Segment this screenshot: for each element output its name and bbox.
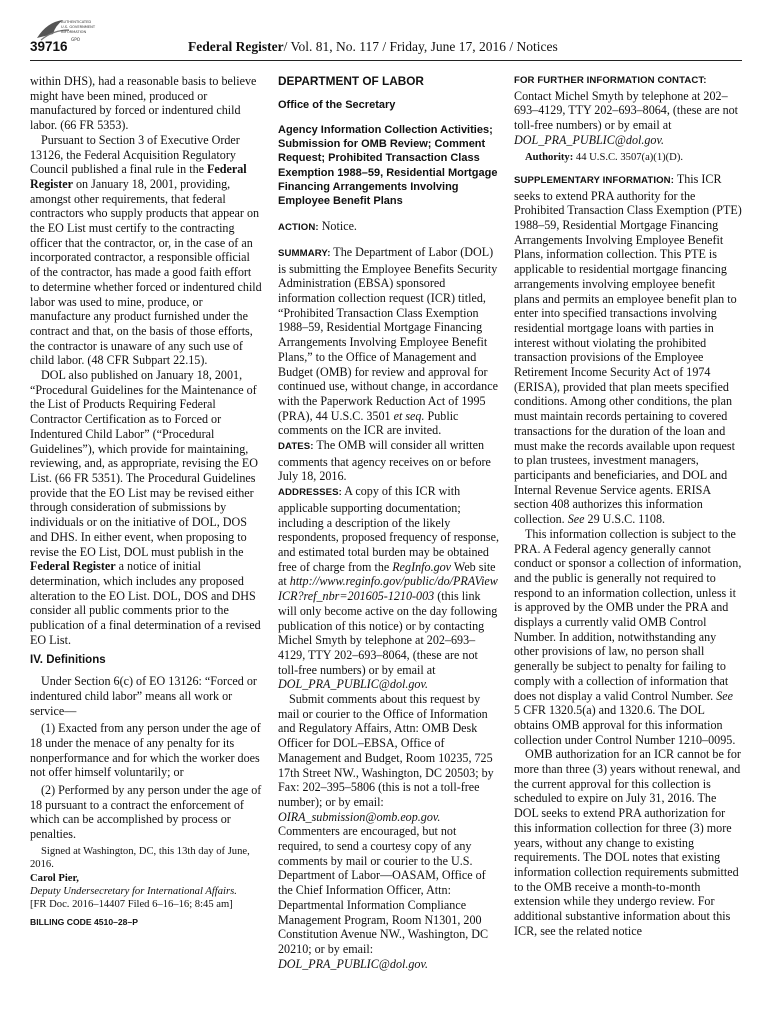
- addresses-paragraph: ADDRESSES: A copy of this ICR with applicable supporting documentation; including a description of the likely respondents, proposed frequency of response, and estimated total burden may be obtained free of charge from the RegInfo.gov Web site at http://www.reginfo.gov/public/do/PRAViewICR?ref_nbr=201605-1210-003 (this link will only become active on the day following publication of this notice) or by contacting Michel Smyth by telephone at 202–693–4129, TTY 202–693–8064, (these are not toll-free numbers) or by email at DOL_PRA_PUBLIC@dol.gov.: [278, 484, 499, 692]
- submit-paragraph: Submit comments about this request by mail or courier to the Office of Information and Regulatory Affairs, Attn: OMB Desk Officer for DOL–EBSA, Office of Management and Budget, Room 10235, 725 17th Street NW., Washington, DC 20503; by Fax: 202–395–5806 (this is not a toll-free number); or by email: OIRA_submission@omb.eop.gov. Commenters are encouraged, but not required, to send a courtesy copy of any comments by mail or courier to the U.S. Department of Labor—OASAM, Office of the Chief Information Officer, Attn: Departmental Information Compliance Management Program, Room N1301, 200 Constitution Avenue NW., Washington, DC 20210; or by email: DOL_PRA_PUBLIC@dol.gov.: [278, 692, 494, 971]
- header-rule: [30, 60, 742, 61]
- issue-info: / Vol. 81, No. 117 / Friday, June 17, 2016 / Notices: [283, 39, 558, 54]
- contact-paragraph: Contact Michel Smyth by telephone at 202–693–4129, TTY 202–693–8064, (these are not toll-free numbers) or by email at DOL_PRA_PUBLIC@dol.gov.: [514, 88, 739, 147]
- column-1: [30, 74, 262, 930]
- billing-code: BILLING CODE 4510–28–P: [30, 916, 138, 927]
- contact-label: FOR FURTHER INFORMATION CONTACT:: [514, 75, 707, 86]
- reginfo-link[interactable]: http://www.reginfo.gov/public/do/PRAViewICR?ref_nbr=201605-1210-003: [278, 574, 498, 604]
- summary-paragraph: SUMMARY: The Department of Labor (DOL) is submitting the Employee Benefits Security Administration (EBSA) sponsored information collection request (ICR) titled, “Prohibited Transaction Class Exemption 1988–59, Residential Mortgage Financing Arrangements Involving Employee Benefit Plans,” to the Office of Management and Budget (OMB) for review and approval for continued use, without change, in accordance with the Paperwork Reduction Act of 1995 (PRA), 44 U.S.C. 3501 et seq. Public comments on the ICR are invited.: [278, 244, 498, 438]
- dates-paragraph: DATES: The OMB will consider all written comments that agency receives on or before July 18, 2016.: [278, 438, 491, 484]
- svg-text:GPO: GPO: [71, 37, 81, 42]
- agency-heading: DEPARTMENT OF LABOR: [278, 74, 424, 88]
- email-link[interactable]: DOL_PRA_PUBLIC@dol.gov.: [278, 956, 428, 971]
- svg-text:AUTHENTICATED: AUTHENTICATED: [61, 20, 92, 24]
- signed-line: Signed at Washington, DC, this 13th day of June, 2016.: [30, 845, 250, 871]
- supplementary-paragraph: SUPPLEMENTARY INFORMATION: This ICR seeks to extend PRA authority for the Prohibited Transaction Class Exemption (PTE) 1988–59, Residential Mortgage Financing Arrangements Involving Employee Benefit Plans, information collection. This PTE is applicable to residential mortgage financing arrangements involving employee benefit plans and permits an employee benefit plan to enter into specified transactions involving residential mortgage loans with parties in interest without violating the prohibited transaction provisions of the Employee Retirement Income Security Act of 1974 (ERISA), provided that plan meets specified conditions. Among other conditions, the plan must maintain records pertaining to covered transactions for the duration of the loan and must make the records available upon request to plan trustees, investment managers, participants and beneficiaries, and DOL and Internal Revenue Service agents. ERISA section 408 authorizes this information collection. See 29 U.S.C. 1108.: [514, 171, 742, 527]
- svg-text:INFORMATION: INFORMATION: [61, 30, 87, 34]
- email-link[interactable]: DOL_PRA_PUBLIC@dol.gov.: [514, 132, 664, 147]
- paragraph: Pursuant to Section 3 of Executive Order 13126, the Federal Acquisition Regulatory Council published a final rule in the Federal Register on January 18, 2001, providing, amongst other requirements, that federal contractors who supply products that appear on the EO List must certify to the contracting officer that the contractor, or, in the case of an incorporated contractor, a responsible official of the contractor, has made a good faith effort to determine whether forced or indentured child labor was used to mine, produce, or manufacture any product furnished under the contract and that, on the basis of those efforts, the contractor is unaware of any such use of child labor. (48 CFR Subpart 22.15).: [30, 132, 262, 368]
- fr-doc-line: [FR Doc. 2016–14407 Filed 6–16–16; 8:45 am]: [30, 899, 233, 911]
- column-2: [278, 74, 500, 971]
- authority-line: Authority: 44 U.S.C. 3507(a)(1)(D).: [525, 151, 684, 163]
- paragraph: OMB authorization for an ICR cannot be for more than three (3) years without renewal, and the current approval for this collection is scheduled to expire on July 31, 2016. The DOL seeks to extend PRA authorization for this information collection for three (3) more years, without any change to existing requirements. The DOL notes that existing information collection requirements submitted to the OMB receive a month-to-month extension while they undergo review. For additional substantive information about this ICR, see the related notice: [514, 747, 741, 938]
- email-link[interactable]: OIRA_submission@omb.eop.gov.: [278, 809, 441, 824]
- paragraph: DOL also published on January 18, 2001, “Procedural Guidelines for the Maintenance of the List of Products Requiring Federal Contractor Certification as to Forced or Indentured Child Labor” (“Procedural Guidelines”), which provide for maintaining, reviewing, and, as appropriate, revising the EO List. (66 FR 5351). The Procedural Guidelines provide that the EO List may be revised either through consideration of submissions by individuals or on the initiative of DOL, DOS and DHS. In either event, when proposing to revise the EO List, DOL must publish in the Federal Register a notice of initial determination, which includes any proposed alteration to the EO List. DOL, DOS and DHS consider all public comments prior to the publication of a final determination of a revised EO List.: [30, 368, 261, 647]
- signer-name: Carol Pier,: [30, 872, 79, 884]
- svg-text:U.S. GOVERNMENT: U.S. GOVERNMENT: [61, 25, 96, 29]
- paragraph: This information collection is subject to the PRA. A Federal agency generally cannot conduct or sponsor a collection of information, and the public is generally not required to respond to an information collection, unless it is approved by the OMB under the PRA and displays a currently valid OMB Control Number. In addition, notwithstanding any other provisions of law, no person shall generally be subject to penalty for failing to comply with a collection of information that does not display a valid Control Number. See 5 CFR 1320.5(a) and 1320.6. The DOL obtains OMB approval for this information collection under Control Number 1210–0095.: [514, 526, 742, 747]
- page-number: 39716: [30, 39, 68, 54]
- running-header: [188, 39, 558, 55]
- paragraph: Under Section 6(c) of EO 13126: “Forced or indentured child labor” means all work or service—: [30, 674, 257, 718]
- section-heading: IV. Definitions: [30, 654, 106, 667]
- paragraph: (1) Exacted from any person under the age of 18 under the menace of any penalty for its nonperformance and for which the worker does not offer himself voluntarily; or: [30, 721, 261, 780]
- action-paragraph: ACTION: Notice.: [278, 219, 357, 234]
- paragraph: (2) Performed by any person under the age of 18 pursuant to a contract the enforcement of which can be accomplished by process or penalties.: [30, 783, 262, 842]
- office-heading: Office of the Secretary: [278, 99, 396, 111]
- paragraph: within DHS), had a reasonable basis to believe might have been mined, produced or manufactured by forced or indentured child labor. (66 FR 5353).: [30, 74, 257, 133]
- signer-title: Deputy Undersecretary for International Affairs.: [30, 886, 237, 898]
- publication-name: Federal Register: [188, 39, 284, 54]
- column-3: [514, 74, 742, 938]
- email-link[interactable]: DOL_PRA_PUBLIC@dol.gov.: [278, 677, 428, 692]
- subject-heading: Agency Information Collection Activities; Submission for OMB Review; Comment Request; Prohibited Transaction Class Exemption 1988–59, Residential Mortgage Financing Arrangements Involving Employee Benefit Plans: [278, 124, 498, 208]
